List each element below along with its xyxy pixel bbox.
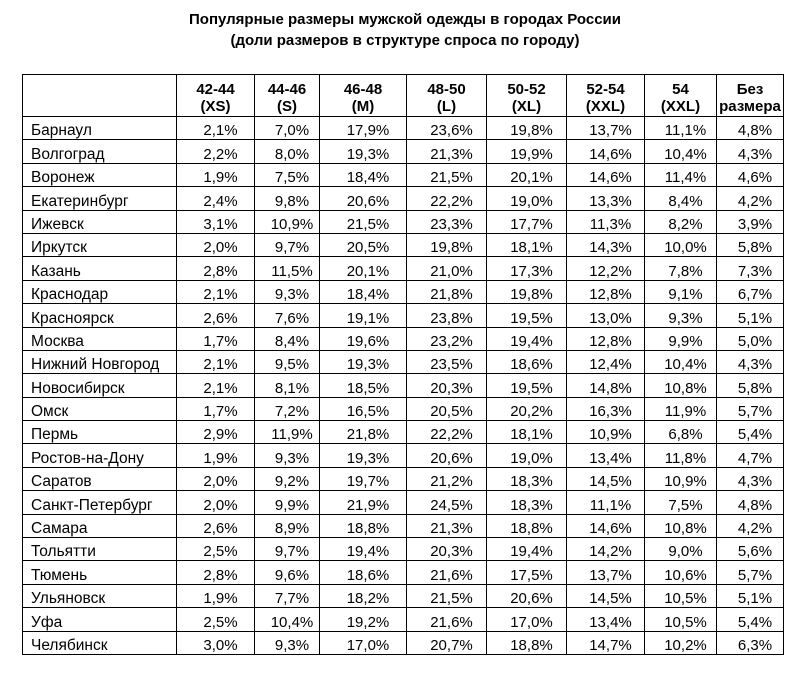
value-cell: 14,7% [567, 631, 645, 654]
value-cell: 19,8% [487, 280, 567, 303]
table-row [23, 608, 784, 631]
value-cell: 21,6% [407, 561, 487, 584]
city-cell: Санкт-Петербург [23, 491, 177, 514]
value-cell: 18,8% [487, 631, 567, 654]
value-cell: 3,0% [177, 631, 255, 654]
city-cell: Уфа [23, 608, 177, 631]
value-cell: 10,0% [645, 233, 717, 256]
value-cell: 5,1% [717, 304, 784, 327]
table-row [23, 421, 784, 444]
value-cell: 11,1% [567, 491, 645, 514]
value-cell: 19,5% [487, 304, 567, 327]
value-cell: 9,7% [255, 233, 320, 256]
value-cell: 2,8% [177, 257, 255, 280]
value-cell: 13,7% [567, 561, 645, 584]
value-cell: 13,4% [567, 608, 645, 631]
value-cell: 21,8% [320, 421, 407, 444]
value-cell: 14,6% [567, 514, 645, 537]
value-cell: 21,3% [407, 140, 487, 163]
header-size-l: 48-50 (L) [407, 75, 487, 117]
city-cell: Краснодар [23, 280, 177, 303]
value-cell: 2,5% [177, 608, 255, 631]
value-cell: 4,3% [717, 350, 784, 373]
header-size-xxl-52-54: 52-54 (XXL) [567, 75, 645, 117]
table-row [23, 374, 784, 397]
value-cell: 22,2% [407, 187, 487, 210]
value-cell: 20,3% [407, 538, 487, 561]
value-cell: 4,3% [717, 467, 784, 490]
value-cell: 13,0% [567, 304, 645, 327]
table-row [23, 257, 784, 280]
value-cell: 10,5% [645, 584, 717, 607]
city-cell: Барнаул [23, 117, 177, 140]
value-cell: 19,3% [320, 444, 407, 467]
value-cell: 2,4% [177, 187, 255, 210]
value-cell: 5,6% [717, 538, 784, 561]
value-cell: 20,6% [407, 444, 487, 467]
value-cell: 7,5% [255, 163, 320, 186]
value-cell: 19,4% [487, 538, 567, 561]
value-cell: 5,4% [717, 421, 784, 444]
table-row [23, 514, 784, 537]
value-cell: 2,0% [177, 491, 255, 514]
header-size-xl: 50-52 (XL) [487, 75, 567, 117]
value-cell: 19,6% [320, 327, 407, 350]
value-cell: 8,4% [255, 327, 320, 350]
header-size-xs: 42-44 (XS) [177, 75, 255, 117]
value-cell: 10,8% [645, 514, 717, 537]
value-cell: 12,2% [567, 257, 645, 280]
value-cell: 8,2% [645, 210, 717, 233]
table-row [23, 304, 784, 327]
value-cell: 7,8% [645, 257, 717, 280]
value-cell: 10,2% [645, 631, 717, 654]
table-row [23, 584, 784, 607]
value-cell: 2,9% [177, 421, 255, 444]
title-line-2: (доли размеров в структуре спроса по городу) [230, 32, 580, 49]
city-cell: Ростов-на-Дону [23, 444, 177, 467]
value-cell: 3,9% [717, 210, 784, 233]
value-cell: 13,3% [567, 187, 645, 210]
value-cell: 20,2% [487, 397, 567, 420]
value-cell: 19,0% [487, 187, 567, 210]
value-cell: 23,5% [407, 350, 487, 373]
table-row [23, 444, 784, 467]
city-cell: Самара [23, 514, 177, 537]
value-cell: 19,8% [407, 233, 487, 256]
city-cell: Тюмень [23, 561, 177, 584]
value-cell: 11,9% [255, 421, 320, 444]
value-cell: 21,5% [407, 584, 487, 607]
value-cell: 17,5% [487, 561, 567, 584]
value-cell: 17,9% [320, 117, 407, 140]
value-cell: 7,5% [645, 491, 717, 514]
value-cell: 9,7% [255, 538, 320, 561]
value-cell: 23,2% [407, 327, 487, 350]
city-cell: Ульяновск [23, 584, 177, 607]
value-cell: 21,9% [320, 491, 407, 514]
value-cell: 6,8% [645, 421, 717, 444]
value-cell: 20,5% [320, 233, 407, 256]
value-cell: 7,6% [255, 304, 320, 327]
value-cell: 21,5% [407, 163, 487, 186]
value-cell: 5,0% [717, 327, 784, 350]
value-cell: 7,7% [255, 584, 320, 607]
value-cell: 21,6% [407, 608, 487, 631]
value-cell: 4,8% [717, 491, 784, 514]
city-cell: Челябинск [23, 631, 177, 654]
value-cell: 20,6% [487, 584, 567, 607]
table-row [23, 163, 784, 186]
value-cell: 19,4% [487, 327, 567, 350]
title-line-1: Популярные размеры мужской одежды в городах России [189, 11, 621, 28]
value-cell: 19,2% [320, 608, 407, 631]
value-cell: 19,8% [487, 117, 567, 140]
value-cell: 13,7% [567, 117, 645, 140]
value-cell: 19,4% [320, 538, 407, 561]
value-cell: 9,2% [255, 467, 320, 490]
value-cell: 10,6% [645, 561, 717, 584]
value-cell: 20,1% [320, 257, 407, 280]
value-cell: 21,5% [320, 210, 407, 233]
city-cell: Воронеж [23, 163, 177, 186]
value-cell: 9,3% [255, 280, 320, 303]
value-cell: 10,9% [255, 210, 320, 233]
value-cell: 10,4% [645, 140, 717, 163]
value-cell: 8,1% [255, 374, 320, 397]
value-cell: 18,8% [320, 514, 407, 537]
page-title [0, 9, 810, 51]
value-cell: 10,5% [645, 608, 717, 631]
value-cell: 9,8% [255, 187, 320, 210]
city-cell: Ижевск [23, 210, 177, 233]
value-cell: 11,1% [645, 117, 717, 140]
value-cell: 2,8% [177, 561, 255, 584]
table-row [23, 538, 784, 561]
value-cell: 17,0% [487, 608, 567, 631]
value-cell: 5,8% [717, 374, 784, 397]
table-row [23, 631, 784, 654]
table-row [23, 210, 784, 233]
value-cell: 11,4% [645, 163, 717, 186]
value-cell: 2,1% [177, 350, 255, 373]
value-cell: 19,3% [320, 350, 407, 373]
value-cell: 5,4% [717, 608, 784, 631]
table-row [23, 491, 784, 514]
value-cell: 14,8% [567, 374, 645, 397]
header-no-size: Без размера [717, 75, 784, 117]
value-cell: 9,3% [645, 304, 717, 327]
value-cell: 9,0% [645, 538, 717, 561]
city-cell: Саратов [23, 467, 177, 490]
value-cell: 2,0% [177, 467, 255, 490]
value-cell: 18,3% [487, 467, 567, 490]
value-cell: 21,2% [407, 467, 487, 490]
value-cell: 21,8% [407, 280, 487, 303]
value-cell: 9,6% [255, 561, 320, 584]
value-cell: 19,0% [487, 444, 567, 467]
value-cell: 9,5% [255, 350, 320, 373]
value-cell: 10,9% [645, 467, 717, 490]
value-cell: 4,2% [717, 187, 784, 210]
value-cell: 24,5% [407, 491, 487, 514]
value-cell: 7,2% [255, 397, 320, 420]
value-cell: 7,0% [255, 117, 320, 140]
city-cell: Новосибирск [23, 374, 177, 397]
value-cell: 11,9% [645, 397, 717, 420]
table-row [23, 350, 784, 373]
value-cell: 18,4% [320, 280, 407, 303]
value-cell: 20,1% [487, 163, 567, 186]
value-cell: 18,6% [487, 350, 567, 373]
value-cell: 1,9% [177, 163, 255, 186]
city-cell: Нижний Новгород [23, 350, 177, 373]
value-cell: 2,2% [177, 140, 255, 163]
value-cell: 18,5% [320, 374, 407, 397]
value-cell: 5,7% [717, 397, 784, 420]
table-row [23, 397, 784, 420]
table-row [23, 233, 784, 256]
value-cell: 12,8% [567, 327, 645, 350]
value-cell: 20,3% [407, 374, 487, 397]
header-city-corner [23, 75, 177, 117]
value-cell: 4,7% [717, 444, 784, 467]
value-cell: 18,8% [487, 514, 567, 537]
value-cell: 11,8% [645, 444, 717, 467]
table-row [23, 140, 784, 163]
value-cell: 2,0% [177, 233, 255, 256]
table-row [23, 467, 784, 490]
value-cell: 1,7% [177, 327, 255, 350]
city-cell: Омск [23, 397, 177, 420]
value-cell: 19,1% [320, 304, 407, 327]
value-cell: 11,5% [255, 257, 320, 280]
value-cell: 2,1% [177, 280, 255, 303]
value-cell: 18,6% [320, 561, 407, 584]
value-cell: 20,5% [407, 397, 487, 420]
value-cell: 14,5% [567, 467, 645, 490]
table-body [23, 117, 784, 655]
value-cell: 5,8% [717, 233, 784, 256]
value-cell: 9,1% [645, 280, 717, 303]
value-cell: 10,9% [567, 421, 645, 444]
city-cell: Волгоград [23, 140, 177, 163]
table-row [23, 280, 784, 303]
value-cell: 19,9% [487, 140, 567, 163]
city-cell: Тольятти [23, 538, 177, 561]
value-cell: 14,6% [567, 140, 645, 163]
value-cell: 4,2% [717, 514, 784, 537]
value-cell: 4,8% [717, 117, 784, 140]
table-header-row [23, 75, 784, 117]
value-cell: 6,7% [717, 280, 784, 303]
value-cell: 10,4% [255, 608, 320, 631]
sizes-table [22, 74, 784, 655]
header-size-m: 46-48 (M) [320, 75, 407, 117]
city-cell: Иркутск [23, 233, 177, 256]
value-cell: 14,2% [567, 538, 645, 561]
value-cell: 5,1% [717, 584, 784, 607]
value-cell: 13,4% [567, 444, 645, 467]
value-cell: 22,2% [407, 421, 487, 444]
value-cell: 18,3% [487, 491, 567, 514]
table-row [23, 327, 784, 350]
city-cell: Казань [23, 257, 177, 280]
value-cell: 2,1% [177, 374, 255, 397]
value-cell: 9,9% [645, 327, 717, 350]
value-cell: 17,7% [487, 210, 567, 233]
value-cell: 17,0% [320, 631, 407, 654]
value-cell: 23,8% [407, 304, 487, 327]
value-cell: 8,4% [645, 187, 717, 210]
value-cell: 2,5% [177, 538, 255, 561]
value-cell: 19,5% [487, 374, 567, 397]
value-cell: 5,7% [717, 561, 784, 584]
value-cell: 8,9% [255, 514, 320, 537]
value-cell: 3,1% [177, 210, 255, 233]
table-row [23, 561, 784, 584]
value-cell: 10,8% [645, 374, 717, 397]
value-cell: 16,5% [320, 397, 407, 420]
value-cell: 7,3% [717, 257, 784, 280]
value-cell: 17,3% [487, 257, 567, 280]
value-cell: 9,9% [255, 491, 320, 514]
value-cell: 1,7% [177, 397, 255, 420]
value-cell: 21,0% [407, 257, 487, 280]
value-cell: 2,6% [177, 514, 255, 537]
value-cell: 18,1% [487, 421, 567, 444]
value-cell: 1,9% [177, 584, 255, 607]
value-cell: 2,1% [177, 117, 255, 140]
value-cell: 2,6% [177, 304, 255, 327]
table-row [23, 117, 784, 140]
value-cell: 21,3% [407, 514, 487, 537]
city-cell: Москва [23, 327, 177, 350]
value-cell: 23,6% [407, 117, 487, 140]
value-cell: 18,4% [320, 163, 407, 186]
value-cell: 1,9% [177, 444, 255, 467]
value-cell: 20,6% [320, 187, 407, 210]
value-cell: 20,7% [407, 631, 487, 654]
value-cell: 23,3% [407, 210, 487, 233]
value-cell: 14,3% [567, 233, 645, 256]
value-cell: 18,1% [487, 233, 567, 256]
header-size-s: 44-46 (S) [255, 75, 320, 117]
city-cell: Красноярск [23, 304, 177, 327]
value-cell: 12,8% [567, 280, 645, 303]
value-cell: 4,3% [717, 140, 784, 163]
value-cell: 10,4% [645, 350, 717, 373]
value-cell: 9,3% [255, 444, 320, 467]
city-cell: Екатеринбург [23, 187, 177, 210]
value-cell: 8,0% [255, 140, 320, 163]
value-cell: 9,3% [255, 631, 320, 654]
value-cell: 12,4% [567, 350, 645, 373]
city-cell: Пермь [23, 421, 177, 444]
header-size-xxl-54: 54 (XXL) [645, 75, 717, 117]
value-cell: 14,6% [567, 163, 645, 186]
value-cell: 18,2% [320, 584, 407, 607]
value-cell: 14,5% [567, 584, 645, 607]
value-cell: 4,6% [717, 163, 784, 186]
value-cell: 16,3% [567, 397, 645, 420]
value-cell: 6,3% [717, 631, 784, 654]
value-cell: 19,7% [320, 467, 407, 490]
value-cell: 19,3% [320, 140, 407, 163]
table-row [23, 187, 784, 210]
value-cell: 11,3% [567, 210, 645, 233]
